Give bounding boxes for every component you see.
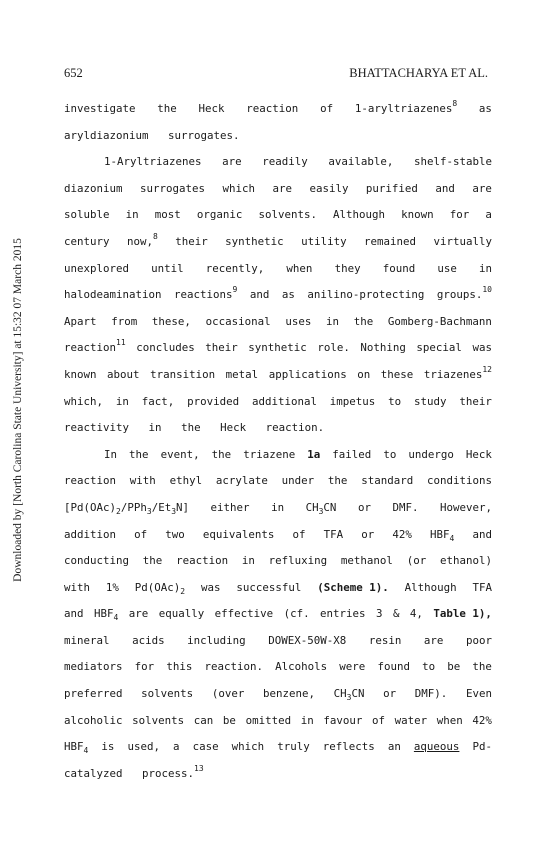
word: under [281,474,315,488]
word: aqueous [413,740,460,754]
text-line [64,522,492,549]
text-line [64,628,492,655]
word: $CH_3CN$ [333,687,365,703]
word: virtually [433,234,492,248]
word: $CH_3CN$ [305,500,337,516]
word: from [111,314,138,328]
word: 1-aryltriazenes$^8$ [354,99,458,115]
word: are [423,633,444,647]
word: reaction [64,474,117,488]
word: in [478,261,492,275]
word: 1% [105,580,119,594]
word: and [249,288,270,302]
word: with [64,580,91,594]
word: when [286,261,313,275]
text-line [64,575,492,602]
word: equivalents [202,527,275,541]
word: which [222,181,255,195]
word: Although [404,580,457,594]
word: (Scheme 1). [317,580,389,594]
word: unexplored [64,261,130,275]
word: surrogates [139,181,205,195]
running-head: BHATTACHARYA ET AL. [349,66,488,80]
word: 42% [472,713,492,727]
word: $Pd(OAc)_2$ [134,580,186,596]
word: fact, [141,394,175,408]
word: used, [127,740,160,754]
word: century [64,234,110,248]
word: However, [439,500,492,514]
word: 1a [307,447,321,461]
word: is [101,740,115,754]
text-line [64,335,492,362]
word: of [320,102,334,115]
word: their [459,394,492,408]
word: poor [465,633,492,647]
word: DMF). [414,687,448,701]
word: TFA [472,580,492,594]
word: effective [214,607,274,621]
text-line [64,282,492,309]
page-header [64,66,488,81]
text-line [64,176,492,203]
word: impetus [329,394,376,408]
text-line [64,681,492,708]
word: the [472,660,492,674]
word: solvents [141,687,194,701]
word: shelf-stable [413,155,492,169]
word: use [437,261,457,275]
word: omitted [245,713,292,727]
word: for [134,660,155,674]
text-line [64,468,492,495]
text-line [64,202,492,229]
word: of [134,527,148,541]
word: process.$^{13}$ [142,763,204,780]
word: DMF. [392,500,419,514]
word: available, [328,155,394,169]
word: known [401,208,434,222]
text-line [64,708,492,735]
word: with [129,474,156,488]
text-line [64,654,492,681]
word: the [181,421,201,435]
word: (cf. [283,607,310,621]
word: a [173,740,180,754]
word: addition [64,527,117,541]
word: found [382,261,416,275]
text-line [64,548,492,575]
word: case [192,740,219,754]
word: their [175,234,208,248]
word: $HBF_4$ [430,527,455,543]
word: their [205,341,238,355]
word: uses [285,314,312,328]
word: In [104,447,118,461]
word: water [394,713,428,727]
word: groups.$^{10}$ [436,285,492,302]
word: Table 1), [433,607,492,621]
word: about [107,367,140,381]
word: organic [196,208,243,222]
word: or [357,500,371,514]
word: refluxing [268,554,328,568]
word: DOWEX-50W-X8 [268,633,347,647]
word: TFA [323,527,344,541]
word: reaction$^{11}$ [64,338,126,355]
word: recently, [205,261,265,275]
word: role. [317,341,350,355]
word: the [353,314,374,328]
word: Pd- [472,740,492,754]
word: were [339,660,366,674]
word: in [125,208,139,222]
text-line [64,123,492,150]
word: alcoholic [64,713,123,727]
word: & [392,607,400,621]
word: reaction. [204,660,263,674]
word: reflects [322,740,375,754]
word: found [377,660,410,674]
download-watermark-text: Downloaded by [North Carolina State University] at 15:32 07 March 2015 [12,238,24,582]
word: are [272,181,292,195]
word: $HBF_4$ [64,740,89,756]
word: was [472,341,492,355]
text-line [64,761,492,788]
text-line [64,229,492,256]
word: triazenes$^{12}$ [423,364,492,381]
word: reactions$^9$ [174,285,238,302]
word: synthetic [225,234,284,248]
word: remained [364,234,417,248]
word: now,$^8$ [126,231,158,248]
word: (or [406,554,427,568]
word: Gomberg-Bachmann [387,314,492,328]
word: Heck [465,447,492,461]
word: including [187,633,246,647]
word: catalyzed [64,766,123,780]
word: reaction. [265,421,325,435]
word: standard [361,474,414,488]
word: reaction [176,554,229,568]
word: additional [251,394,317,408]
word: these [380,367,414,381]
word: the [157,102,177,115]
word: methanol [340,554,393,568]
word: surrogates. [168,128,240,142]
word: study [414,394,447,408]
word: as [478,102,492,115]
word: reactivity [64,421,130,435]
word: 1-Aryltriazenes [104,155,202,169]
word: anilino-protecting [307,288,425,302]
text-line [64,495,492,522]
word: event, [160,447,200,461]
word: applications [268,367,347,381]
download-watermark [6,220,30,600]
word: solvents. [258,208,317,222]
word: the [129,447,149,461]
word: Nothing [360,341,406,355]
word: and [64,607,84,621]
word: to [388,394,402,408]
word: in [300,713,314,727]
word: successful [236,580,302,594]
word: utility [301,234,347,248]
word: Even [465,687,492,701]
word: truly [277,740,310,754]
word: halodeamination [64,288,162,302]
word: or [383,687,397,701]
word: the [327,474,348,488]
page-number: 652 [64,66,83,80]
word: concludes [136,341,195,355]
text-line [64,256,492,283]
word: most [154,208,181,222]
word: ethanol) [439,554,492,568]
word: $[Pd(OAc)_2/PPh_3/Et_3N]$ [64,500,190,516]
text-line [64,96,492,123]
word: of [371,713,385,727]
word: they [334,261,361,275]
word: aryldiazonium [64,128,149,142]
word: mediators [64,660,123,674]
word: a [485,208,492,222]
word: purified [365,181,418,195]
text-line [64,309,492,336]
text-line [64,734,492,761]
word: this [166,660,193,674]
word: Alcohols [275,660,328,674]
text-line [64,362,492,389]
word: preferred [64,687,123,701]
word: ethyl [169,474,203,488]
word: the [211,447,232,461]
word: Heck [220,421,247,435]
word: an [387,740,401,754]
text-line [64,601,492,628]
word: either [210,500,250,514]
word: soluble [64,208,110,222]
word: and [435,181,455,195]
word: benzene, [262,687,315,701]
word: diazonium [64,181,123,195]
word: and [472,527,492,541]
word: are [472,181,492,195]
word: to [422,660,436,674]
word: synthetic [248,341,307,355]
word: in [148,421,162,435]
word: acids [132,633,165,647]
word: to [383,447,397,461]
text-line [64,389,492,416]
word: when [436,713,463,727]
word: Although [333,208,386,222]
word: be [222,713,236,727]
word: undergo [408,447,454,461]
word: these, [151,314,191,328]
word: special [416,341,462,355]
word: triazene [243,447,296,461]
body-text [64,96,492,787]
word: resin [368,633,402,647]
word: are [222,155,242,169]
word: be [447,660,461,674]
word: solvents [132,713,185,727]
word: acrylate [215,474,268,488]
word: in [241,554,255,568]
word: of [292,527,306,541]
word: entries [320,607,366,621]
word: can [193,713,214,727]
word: failed [332,447,372,461]
word: $HBF_4$ [93,607,119,623]
word: two [165,527,185,541]
word: 42% [392,527,412,541]
word: or [361,527,375,541]
word: known [64,367,97,381]
word: Heck [198,102,225,115]
word: (over [211,687,245,701]
word: in [115,394,129,408]
text-line [64,149,492,176]
text-line [64,415,492,442]
word: until [151,261,184,275]
word: reaction [246,102,299,115]
word: 3 [376,607,383,621]
word: mineral [64,633,110,647]
word: occasional [205,314,271,328]
word: provided [187,394,240,408]
word: for [449,208,470,222]
word: easily [309,181,349,195]
word: favour [323,713,363,727]
word: was [200,580,221,594]
word: conditions [426,474,492,488]
word: Apart [64,314,97,328]
word: transition [150,367,216,381]
word: in [271,500,285,514]
word: readily [262,155,308,169]
word: metal [225,367,259,381]
word: as [281,288,295,302]
word: are [128,607,149,621]
word: 4, [409,607,423,621]
word: which [231,740,265,754]
word: on [357,367,371,381]
word: in [326,314,340,328]
word: investigate [64,102,136,115]
word: which, [64,394,104,408]
text-line [64,442,492,469]
word: equally [158,607,205,621]
word: the [142,554,163,568]
word: conducting [64,554,130,568]
